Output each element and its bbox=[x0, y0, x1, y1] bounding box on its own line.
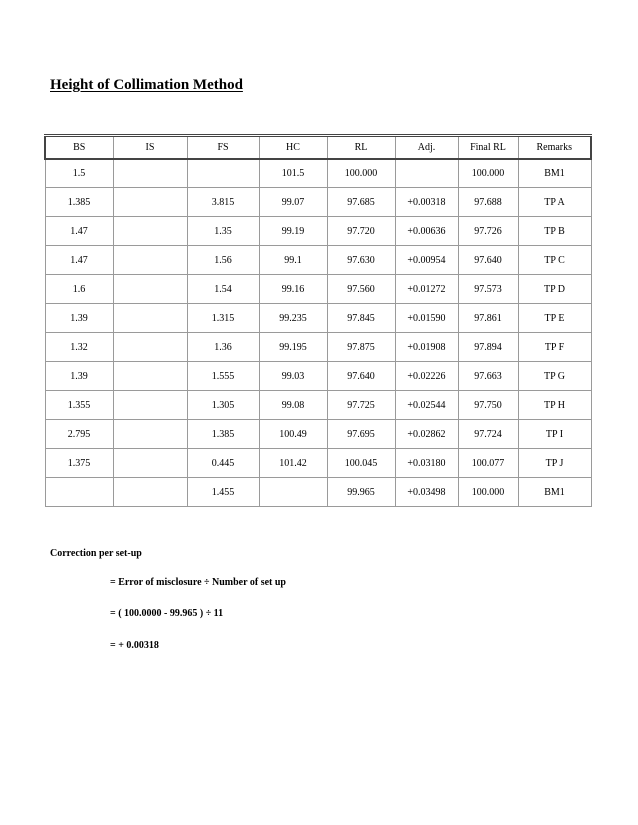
table-cell: +0.03180 bbox=[395, 449, 458, 478]
table-cell: 97.560 bbox=[327, 275, 395, 304]
table-cell: TP B bbox=[518, 217, 591, 246]
table-cell: +0.01272 bbox=[395, 275, 458, 304]
table-row bbox=[45, 246, 591, 275]
header-fs: FS bbox=[187, 136, 259, 160]
table-cell: 1.375 bbox=[45, 449, 113, 478]
table-cell bbox=[113, 333, 187, 362]
table-cell: 97.695 bbox=[327, 420, 395, 449]
header-rl: RL bbox=[327, 136, 395, 160]
table-cell bbox=[45, 478, 113, 507]
table-row bbox=[45, 391, 591, 420]
table-cell: 97.640 bbox=[327, 362, 395, 391]
table-cell: 0.445 bbox=[187, 449, 259, 478]
table-cell bbox=[113, 362, 187, 391]
table-row bbox=[45, 217, 591, 246]
table-cell: 1.305 bbox=[187, 391, 259, 420]
table-cell: 1.56 bbox=[187, 246, 259, 275]
header-remarks: Remarks bbox=[518, 136, 591, 160]
table-cell: 3.815 bbox=[187, 188, 259, 217]
leveling-table bbox=[44, 134, 592, 507]
table-cell: 101.5 bbox=[259, 159, 327, 188]
table-row bbox=[45, 362, 591, 391]
table-cell: 1.36 bbox=[187, 333, 259, 362]
table-cell: 99.1 bbox=[259, 246, 327, 275]
table-cell bbox=[113, 478, 187, 507]
table-cell: 99.19 bbox=[259, 217, 327, 246]
table-cell: 99.195 bbox=[259, 333, 327, 362]
table-cell: 1.555 bbox=[187, 362, 259, 391]
table-cell: 100.000 bbox=[458, 159, 518, 188]
table-cell: 97.724 bbox=[458, 420, 518, 449]
table-cell: 99.03 bbox=[259, 362, 327, 391]
table-row bbox=[45, 275, 591, 304]
table-cell: 1.35 bbox=[187, 217, 259, 246]
table-cell: 99.965 bbox=[327, 478, 395, 507]
table-cell: 97.875 bbox=[327, 333, 395, 362]
table-cell: +0.00318 bbox=[395, 188, 458, 217]
table-cell: +0.02226 bbox=[395, 362, 458, 391]
table-cell: 2.795 bbox=[45, 420, 113, 449]
table-cell: 1.455 bbox=[187, 478, 259, 507]
table-header-row bbox=[45, 136, 591, 160]
table-cell: 99.07 bbox=[259, 188, 327, 217]
table-cell: 1.39 bbox=[45, 304, 113, 333]
table-cell bbox=[113, 304, 187, 333]
table-cell: TP C bbox=[518, 246, 591, 275]
table-cell: 97.688 bbox=[458, 188, 518, 217]
table-cell bbox=[113, 420, 187, 449]
table-cell: TP H bbox=[518, 391, 591, 420]
table-cell: 99.235 bbox=[259, 304, 327, 333]
table-cell: 97.845 bbox=[327, 304, 395, 333]
table-cell: 97.630 bbox=[327, 246, 395, 275]
table-cell: +0.02544 bbox=[395, 391, 458, 420]
table-cell: 97.894 bbox=[458, 333, 518, 362]
table-cell: 99.16 bbox=[259, 275, 327, 304]
table-cell bbox=[113, 275, 187, 304]
table-cell: 1.385 bbox=[45, 188, 113, 217]
table-cell: TP A bbox=[518, 188, 591, 217]
table-cell: TP E bbox=[518, 304, 591, 333]
table-cell: 99.08 bbox=[259, 391, 327, 420]
table-cell: 97.640 bbox=[458, 246, 518, 275]
table-cell: 97.726 bbox=[458, 217, 518, 246]
table-cell: TP G bbox=[518, 362, 591, 391]
table-cell: +0.01908 bbox=[395, 333, 458, 362]
table-cell: 100.045 bbox=[327, 449, 395, 478]
table-cell bbox=[259, 478, 327, 507]
table-cell: 97.725 bbox=[327, 391, 395, 420]
table-cell: 1.47 bbox=[45, 246, 113, 275]
table-cell: 97.720 bbox=[327, 217, 395, 246]
table-cell: TP J bbox=[518, 449, 591, 478]
table-cell: 100.000 bbox=[327, 159, 395, 188]
table-cell bbox=[113, 246, 187, 275]
table-cell bbox=[113, 449, 187, 478]
table-cell: +0.03498 bbox=[395, 478, 458, 507]
table-row bbox=[45, 420, 591, 449]
header-is: IS bbox=[113, 136, 187, 160]
table-cell: 1.54 bbox=[187, 275, 259, 304]
table-cell: 97.573 bbox=[458, 275, 518, 304]
table-cell: 100.000 bbox=[458, 478, 518, 507]
table-cell: 100.49 bbox=[259, 420, 327, 449]
page-title: Height of Collimation Method bbox=[50, 77, 243, 93]
table-cell: 1.32 bbox=[45, 333, 113, 362]
table-cell: 1.355 bbox=[45, 391, 113, 420]
table-cell: 101.42 bbox=[259, 449, 327, 478]
table-cell: 1.315 bbox=[187, 304, 259, 333]
table-cell: 97.750 bbox=[458, 391, 518, 420]
table-cell: TP D bbox=[518, 275, 591, 304]
table-row bbox=[45, 478, 591, 507]
table-cell: TP I bbox=[518, 420, 591, 449]
table-cell bbox=[187, 159, 259, 188]
table-cell: 1.6 bbox=[45, 275, 113, 304]
table-row bbox=[45, 333, 591, 362]
table-row bbox=[45, 159, 591, 188]
table-cell: 1.385 bbox=[187, 420, 259, 449]
table-cell bbox=[113, 391, 187, 420]
table-row bbox=[45, 188, 591, 217]
table-cell: 97.663 bbox=[458, 362, 518, 391]
header-hc: HC bbox=[259, 136, 327, 160]
table-cell bbox=[113, 217, 187, 246]
correction-title: Correction per set-up bbox=[50, 548, 142, 559]
correction-substitution: = ( 100.0000 - 99.965 ) ÷ 11 bbox=[110, 608, 224, 619]
table-cell: +0.02862 bbox=[395, 420, 458, 449]
table-cell: BM1 bbox=[518, 478, 591, 507]
table-cell: BM1 bbox=[518, 159, 591, 188]
correction-result: = + 0.00318 bbox=[110, 640, 159, 651]
table-cell bbox=[113, 159, 187, 188]
table-cell: 100.077 bbox=[458, 449, 518, 478]
table-cell: 1.5 bbox=[45, 159, 113, 188]
table-row bbox=[45, 449, 591, 478]
correction-formula: = Error of misclosure ÷ Number of set up bbox=[110, 577, 286, 588]
table-cell: 1.39 bbox=[45, 362, 113, 391]
table-cell bbox=[113, 188, 187, 217]
table-cell: TP F bbox=[518, 333, 591, 362]
header-bs: BS bbox=[45, 136, 113, 160]
table-cell: +0.00636 bbox=[395, 217, 458, 246]
table-row bbox=[45, 304, 591, 333]
table-cell: 1.47 bbox=[45, 217, 113, 246]
table-cell: +0.00954 bbox=[395, 246, 458, 275]
table-cell: +0.01590 bbox=[395, 304, 458, 333]
table-cell bbox=[395, 159, 458, 188]
table-cell: 97.685 bbox=[327, 188, 395, 217]
header-final-rl: Final RL bbox=[458, 136, 518, 160]
table-cell: 97.861 bbox=[458, 304, 518, 333]
header-adj: Adj. bbox=[395, 136, 458, 160]
